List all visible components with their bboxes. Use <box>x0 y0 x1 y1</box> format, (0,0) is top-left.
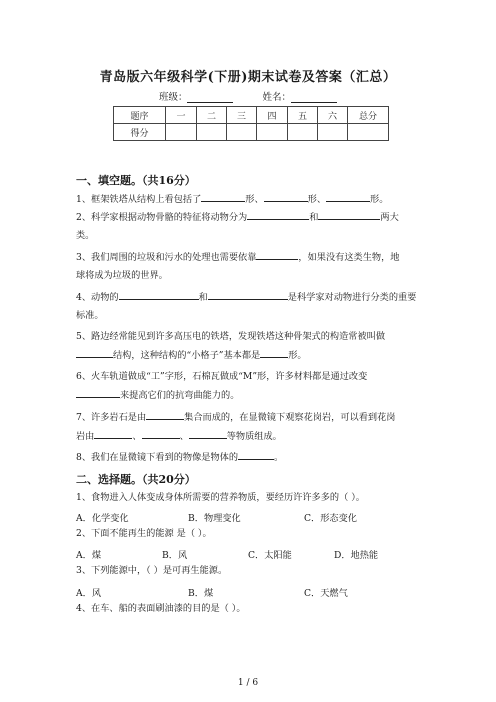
score-cell <box>318 124 348 141</box>
answer-blank <box>76 346 113 358</box>
option: A．化学变化 <box>76 513 129 524</box>
answer-blank <box>247 208 309 220</box>
answer-blank <box>318 208 380 220</box>
question-3 <box>76 248 422 285</box>
option: B．风 <box>162 550 188 561</box>
class-blank <box>187 92 233 103</box>
option: C．太阳能 <box>248 550 292 561</box>
q-text: 球将成为垃圾的世界。 <box>76 270 168 281</box>
option: C．天燃气 <box>304 588 348 599</box>
answer-blank <box>208 288 288 300</box>
q-text: 来提高它们的抗弯曲能力的。 <box>120 390 240 401</box>
score-value-row <box>114 124 389 141</box>
q-text: 类。 <box>76 230 95 241</box>
answer-blank <box>326 190 370 202</box>
q-text: 是科学家对动物进行分类的重要 <box>287 292 417 303</box>
answer-blank <box>260 346 288 358</box>
option: B．煤 <box>188 588 214 599</box>
answer-blank <box>264 190 308 202</box>
q-text: 2、科学家根据动物骨骼的特征将动物分为 <box>76 212 248 223</box>
q-text: ，如果没有这类生物，地 <box>298 252 400 263</box>
question-8 <box>76 448 422 467</box>
option: C．形态变化 <box>304 513 357 524</box>
score-cell: 四 <box>257 107 288 124</box>
answer-blank <box>189 427 227 439</box>
score-cell: 题序 <box>114 107 166 124</box>
class-label: 班级： <box>158 92 188 103</box>
page-title: 青岛版六年级科学(下册)期末试卷及答案（汇总） <box>99 70 397 85</box>
q-text: 7、许多岩石是由 <box>76 412 147 423</box>
section-heading-fill-in: 一、填空题。（共16分） <box>76 174 196 187</box>
q-text: 岩由 <box>76 431 95 442</box>
score-cell <box>197 124 227 141</box>
answer-blank <box>119 288 199 300</box>
score-cell: 一 <box>166 107 197 124</box>
q-text: 等物质组成。 <box>226 431 282 442</box>
score-cell: 总分 <box>348 107 389 124</box>
score-cell: 六 <box>318 107 348 124</box>
score-cell: 二 <box>197 107 227 124</box>
question-6 <box>76 368 422 405</box>
score-cell <box>348 124 389 141</box>
q-text: 两大 <box>380 212 399 223</box>
choice-question-1: 1、食物进入人体变成身体所需要的营养物质，要经历许许多多的（ ）。 <box>76 492 365 503</box>
q-text: 、 <box>132 431 142 442</box>
q-text: 4、动物的 <box>76 292 119 303</box>
name-label: 姓名： <box>262 92 292 103</box>
q-text: 形、 <box>307 194 327 205</box>
q-text: 、 <box>179 431 189 442</box>
q-text: 形、 <box>245 194 264 205</box>
student-info <box>0 89 496 103</box>
section-heading-choice: 二、选择题。（共20分） <box>76 473 196 486</box>
q-text: 8、我们在显微镜下看到的物像是物体的 <box>76 452 239 463</box>
choice-question-2: 2、下面不能再生的能源 是（ ）。 <box>76 528 212 539</box>
q-text: 和 <box>309 212 319 223</box>
page-number: 1 / 6 <box>237 678 259 688</box>
score-cell: 五 <box>288 107 318 124</box>
question-2 <box>76 208 422 245</box>
score-header-row <box>114 107 389 124</box>
q-text: 结构，这种结构的“小格子”基本都是 <box>113 350 261 361</box>
q-text: 。 <box>274 452 284 463</box>
question-1 <box>76 190 422 209</box>
name-blank <box>291 92 337 103</box>
question-5 <box>76 328 422 365</box>
q-text: 1、框架铁塔从结构上看包括了 <box>76 194 202 205</box>
q-text: 集合而成的，在显微镜下观察花岗岩，可以看到花岗 <box>184 412 396 423</box>
q-text: 形。 <box>370 194 389 205</box>
option: B．物理变化 <box>188 513 241 524</box>
q-text: 和 <box>198 292 208 303</box>
score-table <box>113 106 389 141</box>
score-cell: 得分 <box>114 124 166 141</box>
answer-blank <box>94 427 132 439</box>
answer-blank <box>201 190 245 202</box>
answer-blank <box>146 408 184 420</box>
question-4 <box>76 288 422 325</box>
q-text: 6、火车轨道做成“工”字形，石棉瓦做成“M”形，许多材料都是通过改变 <box>76 371 368 382</box>
q-text: 标准。 <box>76 310 104 321</box>
answer-blank <box>256 248 298 260</box>
score-cell: 三 <box>227 107 257 124</box>
answer-blank <box>238 448 274 460</box>
q-text: 5、路边经常能见到许多高压电的铁塔，发现铁塔这种骨架式的构造常被叫做 <box>76 331 386 342</box>
q-text: 3、我们周围的垃圾和污水的处理也需要依靠 <box>76 252 257 263</box>
choice-question-4: 4、在车、船的表面刷油漆的目的是（ ）。 <box>76 603 246 614</box>
score-cell <box>257 124 288 141</box>
option: A．风 <box>76 588 102 599</box>
answer-blank <box>76 386 120 398</box>
score-cell <box>166 124 197 141</box>
q-text: 形。 <box>288 350 307 361</box>
question-7 <box>76 408 422 446</box>
score-cell <box>227 124 257 141</box>
option: A．煤 <box>76 550 102 561</box>
choice-question-3: 3、下列能源中，（ ）是可再生能源。 <box>76 565 228 576</box>
score-cell <box>288 124 318 141</box>
answer-blank <box>142 427 180 439</box>
option: D．地热能 <box>334 550 379 561</box>
